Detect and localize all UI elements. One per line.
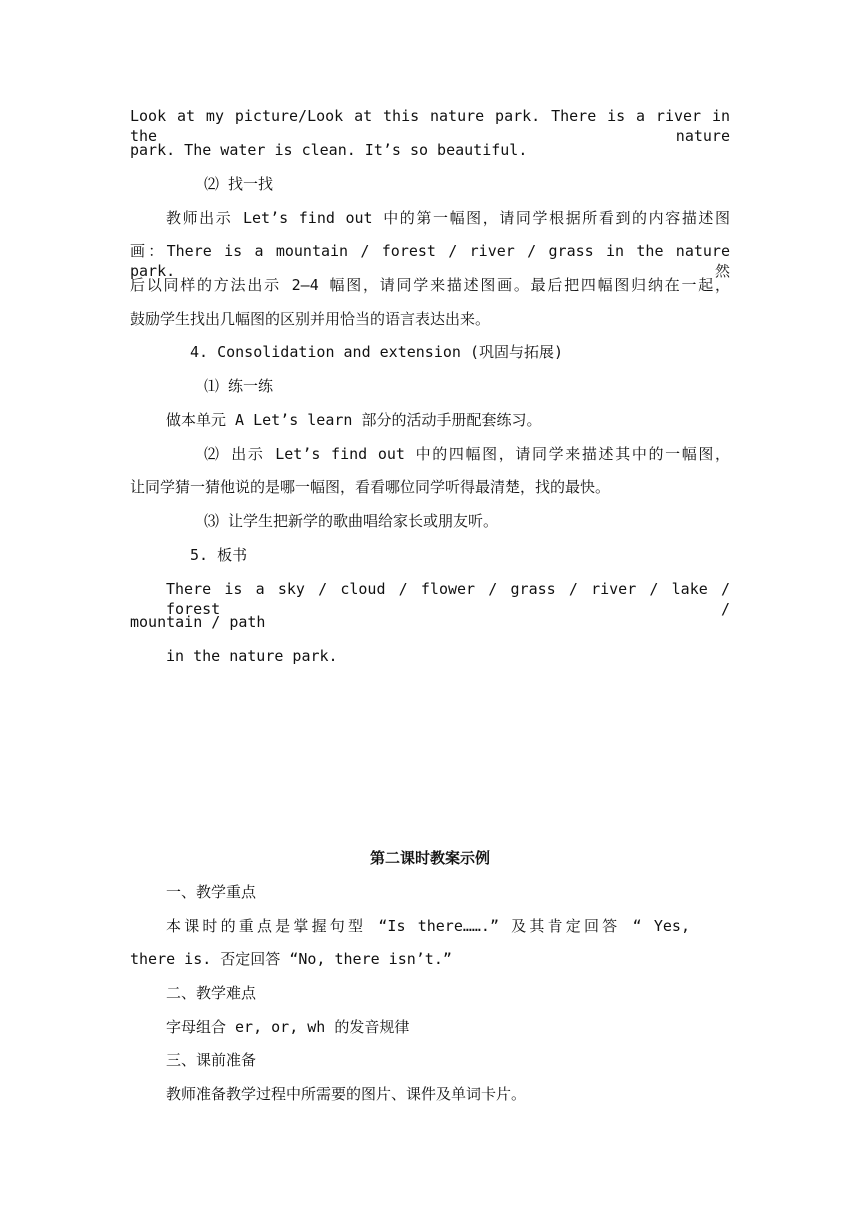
list-item: ⑴ 练一练 [204,377,274,395]
list-item: ⑵ 找一找 [204,175,274,193]
section-heading: 三、课前准备 [166,1051,257,1069]
step-heading: 4. Consolidation and extension (巩固与拓展) [190,343,564,361]
paragraph-line: 画：There is a mountain / forest / river / grass in the nature park. 然 [130,242,730,280]
paragraph-line: 教师准备教学过程中所需要的图片、课件及单词卡片。 [166,1085,527,1103]
section-heading: 一、教学重点 [166,883,257,901]
paragraph-line: 字母组合 er, or, wh 的发音规律 [166,1018,410,1036]
list-item: ⑶ 让学生把新学的歌曲唱给家长或朋友听。 [204,512,499,530]
step-heading: 5. 板书 [190,546,248,564]
paragraph-line: 鼓励学生找出几幅图的区别并用恰当的语言表达出来。 [130,310,491,328]
paragraph-line: park. The water is clean. It’s so beautiful. [130,141,528,159]
board-line: mountain / path [130,613,266,631]
paragraph-line: 本课时的重点是掌握句型 “Is there…….” 及其肯定回答 “ Yes, [166,917,690,935]
section-heading: 二、教学难点 [166,984,257,1002]
board-line: in the nature park. [166,647,338,665]
board-line: There is a sky / cloud / flower / grass / river / lake / forest / [166,580,730,618]
paragraph-line: Look at my picture/Look at this nature park. There is a river in the nature [130,107,730,145]
paragraph-line: 后以同样的方法出示 2—4 幅图，请同学来描述图画。最后把四幅图归纳在一起， [130,276,730,294]
paragraph-line: there is. 否定回答 “No, there isn’t.” [130,950,452,968]
paragraph-line: ⑵ 出示 Let’s find out 中的四幅图，请同学来描述其中的一幅图， [204,445,730,463]
paragraph-line: 做本单元 A Let’s learn 部分的活动手册配套练习。 [166,411,542,429]
paragraph-line: 让同学猜一猜他说的是哪一幅图，看看哪位同学听得最清楚，找的最快。 [130,478,611,496]
paragraph-line: 教师出示 Let’s find out 中的第一幅图，请同学根据所看到的内容描述图 [166,209,730,227]
section-title: 第二课时教案示例 [369,849,490,867]
